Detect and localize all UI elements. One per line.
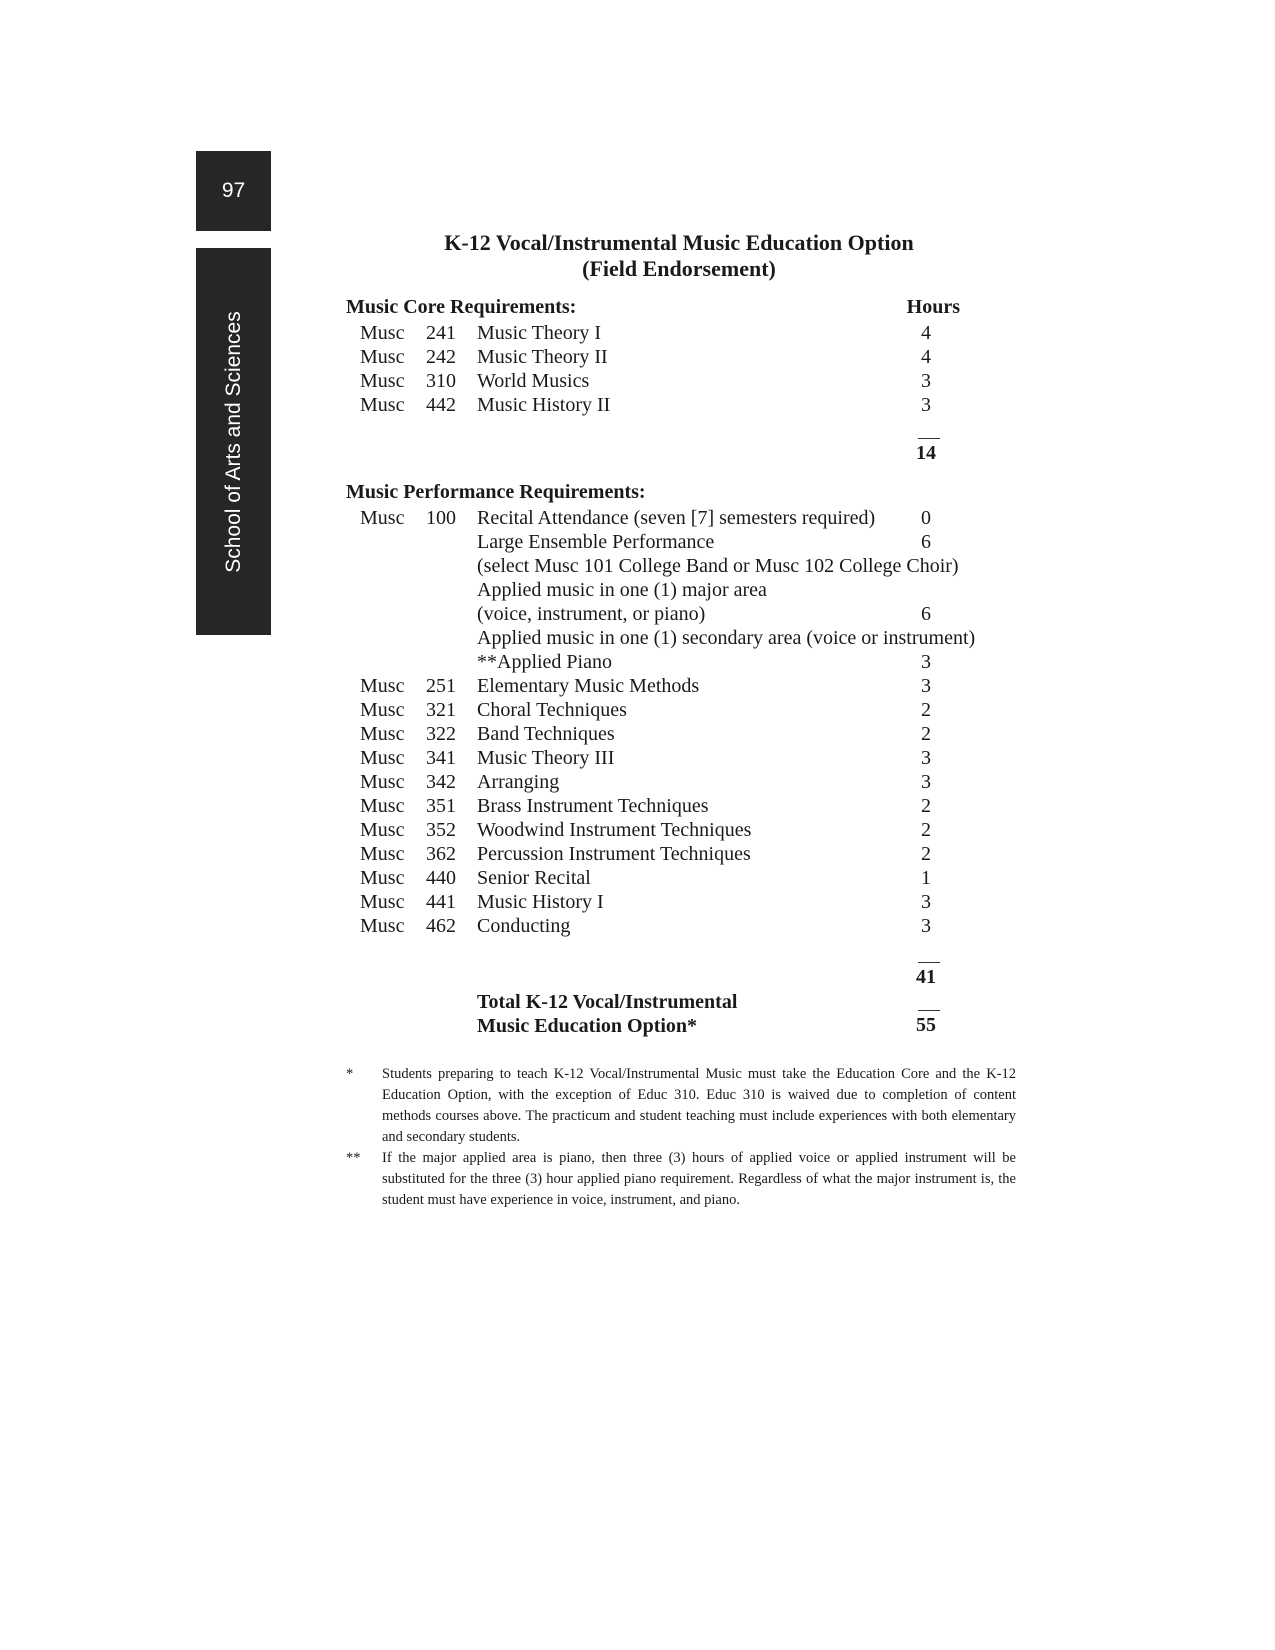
footnote-text: Students preparing to teach K-12 Vocal/Instrumental Music must take the Education Core and the K-12 Education Option, with the exception of Educ 310. Educ 310 is waived due to completion of content methods courses above. The practicum and student teaching must include experiences with both elementary and secondary students.	[382, 1066, 1016, 1145]
course-dept: Musc	[360, 675, 405, 697]
page-number-tab	[196, 151, 271, 231]
course-name: Music Theory I	[477, 322, 602, 344]
course-name: (voice, instrument, or piano)	[477, 603, 706, 625]
page-subtitle: (Field Endorsement)	[582, 256, 776, 281]
course-dept: Musc	[360, 507, 405, 529]
grand-total-value: 55	[916, 1014, 936, 1036]
course-dept: Musc	[360, 322, 405, 344]
course-name: Brass Instrument Techniques	[477, 795, 709, 817]
course-row	[346, 770, 966, 794]
course-row	[346, 393, 966, 417]
course-name: Woodwind Instrument Techniques	[477, 819, 752, 841]
course-dept: Musc	[360, 699, 405, 721]
course-name: Elementary Music Methods	[477, 675, 700, 697]
grand-total-label-line2: Music Education Option*	[477, 1015, 698, 1037]
page-title: K-12 Vocal/Instrumental Music Education Option	[444, 230, 914, 255]
footnote-text: If the major applied area is piano, then three (3) hours of applied voice or applied instrument will be substituted for the three (3) hour applied piano requirement. Regardless of what the major instrument is, the student must have experience in voice, instrument, and piano.	[382, 1150, 1016, 1208]
course-hours: 3	[921, 747, 931, 769]
course-name: World Musics	[477, 370, 590, 392]
course-hours: 0	[921, 507, 931, 529]
course-hours: 3	[921, 651, 931, 673]
course-hours: 3	[921, 771, 931, 793]
course-row	[346, 506, 966, 530]
course-number: 322	[426, 723, 456, 745]
performance-subtotal: 41	[916, 966, 936, 988]
course-hours: 2	[921, 723, 931, 745]
course-name: (select Musc 101 College Band or Musc 102 College Choir)	[477, 555, 959, 577]
course-row	[346, 698, 966, 722]
course-dept: Musc	[360, 915, 405, 937]
course-row	[346, 722, 966, 746]
course-name: Applied music in one (1) major area	[477, 579, 767, 601]
course-number: 242	[426, 346, 456, 368]
course-hours: 3	[921, 891, 931, 913]
footnote	[346, 1064, 1016, 1148]
core-subtotal: 14	[916, 442, 936, 464]
course-hours: 4	[921, 346, 931, 368]
course-row	[346, 602, 966, 626]
course-dept: Musc	[360, 891, 405, 913]
course-number: 441	[426, 891, 456, 913]
course-row	[346, 914, 966, 938]
course-row	[346, 369, 966, 393]
course-row	[346, 818, 966, 842]
course-hours: 1	[921, 867, 931, 889]
course-dept: Musc	[360, 867, 405, 889]
course-name: Recital Attendance (seven [7] semesters required)	[477, 507, 876, 529]
subtotal-rule	[918, 438, 940, 439]
course-name: Percussion Instrument Techniques	[477, 843, 751, 865]
course-hours: 2	[921, 843, 931, 865]
course-number: 342	[426, 771, 456, 793]
course-number: 321	[426, 699, 456, 721]
course-number: 100	[426, 507, 456, 529]
footnote	[346, 1148, 1016, 1211]
course-row	[346, 554, 966, 578]
course-hours: 2	[921, 819, 931, 841]
course-name: Senior Recital	[477, 867, 591, 889]
course-row	[346, 650, 966, 674]
core-heading: Music Core Requirements:	[346, 296, 577, 318]
course-dept: Musc	[360, 747, 405, 769]
course-row	[346, 674, 966, 698]
footnote-mark: **	[346, 1150, 361, 1166]
hours-heading: Hours	[906, 296, 960, 318]
course-name: Conducting	[477, 915, 571, 937]
course-row	[346, 746, 966, 770]
course-row	[346, 866, 966, 890]
course-name: Applied music in one (1) secondary area (voice or instrument)	[477, 627, 976, 649]
course-name: Arranging	[477, 771, 560, 793]
course-number: 442	[426, 394, 456, 416]
course-number: 251	[426, 675, 456, 697]
course-number: 341	[426, 747, 456, 769]
course-row	[346, 321, 966, 345]
course-hours: 2	[921, 795, 931, 817]
course-number: 362	[426, 843, 456, 865]
course-name: Choral Techniques	[477, 699, 627, 721]
course-number: 241	[426, 322, 456, 344]
course-dept: Musc	[360, 819, 405, 841]
course-name: Music Theory III	[477, 747, 615, 769]
course-name: Band Techniques	[477, 723, 615, 745]
course-name: Music History II	[477, 394, 611, 416]
grand-total-rule	[918, 1010, 940, 1011]
course-dept: Musc	[360, 370, 405, 392]
course-row	[346, 345, 966, 369]
course-hours: 4	[921, 322, 931, 344]
course-number: 351	[426, 795, 456, 817]
section-tab	[196, 248, 271, 635]
section-name: School of Arts and Sciences	[221, 310, 245, 573]
course-dept: Musc	[360, 394, 405, 416]
course-hours: 6	[921, 603, 931, 625]
course-dept: Musc	[360, 795, 405, 817]
course-row	[346, 890, 966, 914]
course-hours: 3	[921, 675, 931, 697]
course-hours: 3	[921, 915, 931, 937]
course-name: **Applied Piano	[477, 651, 612, 673]
subtotal-rule	[918, 962, 940, 963]
course-number: 462	[426, 915, 456, 937]
course-row	[346, 578, 966, 602]
course-row	[346, 626, 976, 650]
course-hours: 3	[921, 394, 931, 416]
course-name: Music History I	[477, 891, 604, 913]
course-dept: Musc	[360, 346, 405, 368]
course-dept: Musc	[360, 843, 405, 865]
course-number: 352	[426, 819, 456, 841]
course-hours: 2	[921, 699, 931, 721]
course-name: Large Ensemble Performance	[477, 531, 715, 553]
footnote-mark: *	[346, 1066, 354, 1082]
page-number: 97	[221, 179, 246, 202]
course-number: 310	[426, 370, 456, 392]
course-hours: 6	[921, 531, 931, 553]
course-row	[346, 530, 966, 554]
course-dept: Musc	[360, 771, 405, 793]
course-dept: Musc	[360, 723, 405, 745]
grand-total-label-line1: Total K-12 Vocal/Instrumental	[477, 991, 738, 1013]
course-row	[346, 794, 966, 818]
course-name: Music Theory II	[477, 346, 608, 368]
performance-heading: Music Performance Requirements:	[346, 481, 646, 503]
course-hours: 3	[921, 370, 931, 392]
course-number: 440	[426, 867, 456, 889]
course-row	[346, 842, 966, 866]
